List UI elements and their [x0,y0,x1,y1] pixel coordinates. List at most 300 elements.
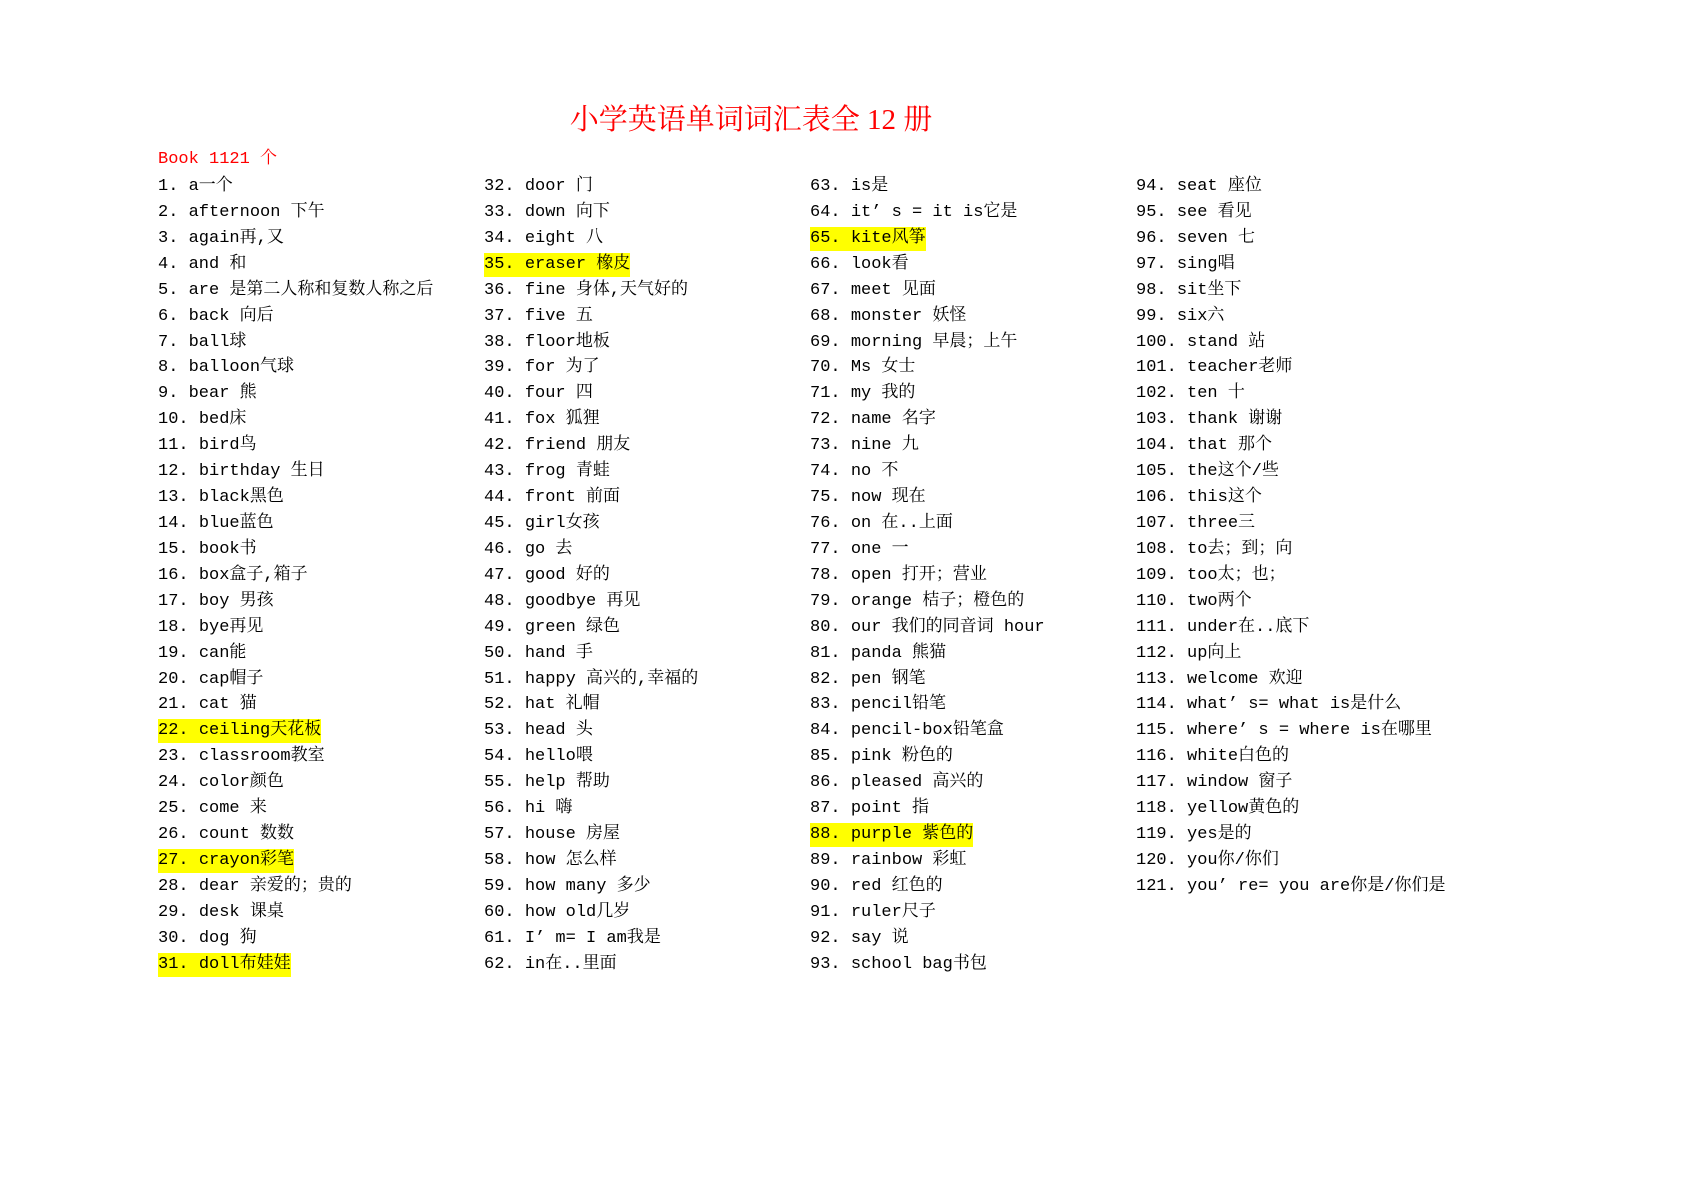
word-number: 44. [484,488,515,508]
word-row [484,770,810,796]
word-row [484,667,810,693]
word-text: green 绿色 [524,617,621,637]
word-entry [810,953,987,977]
word-number: 107. [1136,513,1177,533]
word-row [810,563,1136,589]
word-number: 87. [810,799,841,819]
word-text: hat 礼帽 [524,695,600,715]
word-number: 79. [810,591,841,611]
word-text: can能 [198,643,247,663]
word-text: pencil-box铅笔盒 [850,721,1004,741]
word-text: ten 十 [1187,384,1245,404]
word-row [810,200,1136,226]
word-entry [810,642,946,666]
word-entry [158,331,246,355]
word-entry [810,745,953,769]
word-number: 15. [158,539,189,559]
word-number: 10. [158,410,189,430]
word-number: 1. [158,177,179,196]
word-row [484,459,810,485]
word-row [158,926,484,952]
word-number: 96. [1136,228,1167,248]
word-entry [1136,797,1299,821]
word-text: head 头 [524,721,593,741]
word-number: 35. [484,254,515,274]
word-row [810,407,1136,433]
word-row [484,381,810,407]
word-number: 71. [810,384,841,404]
word-text: now 现在 [850,488,926,508]
word-entry [158,175,233,199]
word-entry [158,227,284,251]
word-text: good 好的 [524,565,610,585]
word-number: 73. [810,436,841,456]
word-entry [484,512,600,536]
word-text: box盒子,箱子 [198,565,308,585]
word-text: eight 八 [524,228,604,248]
word-number: 56. [484,799,515,819]
word-number: 33. [484,202,515,222]
word-number: 39. [484,358,515,378]
word-entry [1136,279,1241,303]
word-number: 101. [1136,358,1177,378]
word-text: house 房屋 [524,825,621,845]
word-text: pink 粉色的 [850,747,953,767]
word-row [484,848,810,874]
word-row [484,278,810,304]
word-number: 2. [158,202,179,222]
word-entry [484,331,610,355]
word-number: 38. [484,332,515,352]
word-entry [158,382,257,406]
word-row [484,537,810,563]
word-number: 7. [158,332,179,352]
word-text: nine 九 [850,436,919,456]
word-text: I’ m= I am我是 [524,928,661,948]
word-row [1136,822,1462,848]
word-text: is是 [850,177,889,196]
word-row [810,174,1136,200]
word-entry [484,616,620,640]
word-text: girl女孩 [524,513,600,533]
word-number: 8. [158,358,179,378]
word-number: 46. [484,539,515,559]
word-row [810,744,1136,770]
word-entry [1136,823,1252,847]
word-text: frog 青蛙 [524,462,610,482]
word-text: friend 朋友 [524,436,631,456]
highlighted-word-entry [158,849,294,873]
word-row [158,355,484,381]
word-column-1 [158,174,484,978]
word-row [484,563,810,589]
word-number: 99. [1136,306,1167,326]
word-entry [1136,408,1282,432]
word-text: desk 课桌 [198,902,284,922]
word-number: 45. [484,513,515,533]
word-text: Ms 女士 [850,358,916,378]
word-row [1136,718,1462,744]
word-number: 59. [484,876,515,896]
word-entry [484,382,593,406]
word-row [810,900,1136,926]
word-row [158,200,484,226]
word-number: 48. [484,591,515,611]
word-row [810,433,1136,459]
word-number: 19. [158,643,189,663]
word-number: 76. [810,513,841,533]
word-number: 89. [810,850,841,870]
word-entry [1136,434,1272,458]
word-entry [810,175,888,199]
word-entry [158,590,274,614]
word-row [484,252,810,278]
word-text: doll布娃娃 [198,954,291,974]
word-number: 20. [158,669,189,689]
word-entry [810,693,946,717]
word-entry [810,668,926,692]
word-entry [1136,331,1265,355]
word-entry [810,901,936,925]
word-entry [484,279,688,303]
word-row [484,822,810,848]
word-row [158,796,484,822]
word-row [484,174,810,200]
word-row [484,304,810,330]
word-number: 64. [810,202,841,222]
word-number: 110. [1136,591,1177,611]
word-row [1136,563,1462,589]
word-text: go 去 [524,539,573,559]
word-entry [484,927,661,951]
word-row [158,226,484,252]
word-number: 12. [158,462,189,482]
word-text: you’ re= you are你是/你们是 [1187,876,1446,896]
word-text: it’ s = it is它是 [850,202,1018,222]
book-heading: Book 1121 个 [158,150,278,169]
word-number: 41. [484,410,515,430]
word-row [158,822,484,848]
word-text: my 我的 [850,384,916,404]
word-number: 117. [1136,773,1177,793]
word-number: 77. [810,539,841,559]
word-row [1136,874,1462,900]
word-text: how old几岁 [524,902,631,922]
word-text: that 那个 [1187,436,1273,456]
word-entry [1136,745,1289,769]
word-number: 66. [810,254,841,274]
word-number: 32. [484,177,515,196]
word-number: 29. [158,902,189,922]
word-row [1136,304,1462,330]
word-row [810,589,1136,615]
word-row [1136,174,1462,200]
word-entry [1136,460,1279,484]
word-row [158,718,484,744]
word-number: 69. [810,332,841,352]
word-text: this这个 [1187,488,1262,508]
word-entry [158,642,246,666]
word-number: 26. [158,825,189,845]
word-text: cat 猫 [198,695,257,715]
word-row [810,667,1136,693]
highlighted-word-entry [810,823,973,847]
word-number: 43. [484,462,515,482]
word-row [484,926,810,952]
word-number: 51. [484,669,515,689]
word-text: yellow黄色的 [1187,799,1300,819]
word-row [1136,770,1462,796]
word-row [158,589,484,615]
word-number: 83. [810,695,841,715]
word-number: 63. [810,177,841,196]
word-text: white白色的 [1187,747,1290,767]
word-column-4 [1136,174,1462,900]
word-entry [484,408,600,432]
word-number: 81. [810,643,841,663]
word-row [158,641,484,667]
word-entry [810,460,898,484]
word-row [158,874,484,900]
highlighted-word-entry [810,227,926,251]
word-number: 52. [484,695,515,715]
word-row [810,641,1136,667]
word-row [158,900,484,926]
word-entry [484,901,630,925]
word-entry [158,486,284,510]
word-text: purple 紫色的 [850,825,974,845]
word-row [158,692,484,718]
word-entry [484,719,593,743]
word-entry [484,356,600,380]
word-number: 72. [810,410,841,430]
word-row [810,226,1136,252]
word-entry [1136,564,1286,588]
word-text: on 在..上面 [850,513,953,533]
word-entry [158,771,284,795]
word-number: 95. [1136,202,1167,222]
word-entry [810,331,1017,355]
word-entry [810,434,919,458]
word-column-3 [810,174,1136,978]
word-text: crayon彩笔 [198,850,295,870]
word-row [810,692,1136,718]
word-row [1136,381,1462,407]
word-number: 97. [1136,254,1167,274]
word-number: 120. [1136,850,1177,870]
word-number: 18. [158,617,189,637]
word-entry [1136,875,1445,899]
word-text: happy 高兴的,幸福的 [524,669,699,689]
word-row [810,485,1136,511]
word-number: 3. [158,228,179,248]
word-number: 93. [810,954,841,974]
word-entry [810,382,915,406]
word-entry [158,823,294,847]
word-row [810,252,1136,278]
word-text: bird鸟 [198,436,257,456]
word-row [1136,511,1462,537]
word-text: name 名字 [850,410,936,430]
word-entry [484,771,610,795]
word-number: 27. [158,850,189,870]
word-row [484,692,810,718]
word-entry [158,538,257,562]
word-text: to去；到；向 [1187,539,1293,559]
document-title: 小学英语单词词汇表全 12 册 [569,104,933,136]
word-number: 42. [484,436,515,456]
word-row [158,407,484,433]
word-entry [1136,512,1255,536]
word-number: 25. [158,799,189,819]
highlighted-word-entry [484,253,630,277]
word-row [484,589,810,615]
word-number: 90. [810,876,841,896]
word-text: fox 狐狸 [524,410,600,430]
word-text: four 四 [524,384,593,404]
word-entry [484,486,620,510]
word-entry [1136,849,1279,873]
word-number: 84. [810,721,841,741]
word-number: 80. [810,617,841,637]
word-row [158,563,484,589]
word-entry [1136,719,1432,743]
word-number: 57. [484,825,515,845]
word-text: again再,又 [188,228,284,248]
word-entry [158,253,246,277]
word-number: 111. [1136,617,1177,637]
word-text: afternoon 下午 [188,202,325,222]
word-number: 14. [158,513,189,533]
word-number: 85. [810,747,841,767]
word-text: meet 见面 [850,280,936,300]
word-number: 16. [158,565,189,585]
word-entry [810,875,943,899]
word-entry [484,564,610,588]
word-text: pleased 高兴的 [850,773,984,793]
word-entry [810,279,936,303]
word-number: 104. [1136,436,1177,456]
word-text: look看 [850,254,909,274]
word-number: 28. [158,876,189,896]
word-text: monster 妖怪 [850,306,967,326]
word-text: teacher老师 [1187,358,1293,378]
word-row [810,926,1136,952]
word-entry [158,797,267,821]
word-number: 62. [484,954,515,974]
word-text: color颜色 [198,773,284,793]
word-number: 116. [1136,747,1177,767]
word-number: 103. [1136,410,1177,430]
word-row [1136,433,1462,459]
word-text: bye再见 [198,617,264,637]
word-text: where’ s = where is在哪里 [1187,721,1432,741]
word-text: are 是第二人称和复数人称之后 [188,280,434,300]
word-row [1136,744,1462,770]
word-row [1136,226,1462,252]
word-number: 37. [484,306,515,326]
word-number: 11. [158,436,189,456]
word-entry [810,564,987,588]
word-entry [484,953,617,977]
word-entry [1136,305,1224,329]
word-number: 31. [158,954,189,974]
word-text: up向上 [1187,643,1242,663]
word-number: 91. [810,902,841,922]
word-number: 4. [158,254,179,274]
word-number: 6. [158,306,179,326]
word-entry [484,460,610,484]
word-text: kite风筝 [850,228,926,248]
word-text: ball球 [188,332,247,352]
word-row [810,330,1136,356]
word-row [810,796,1136,822]
word-text: seat 座位 [1176,177,1262,196]
word-text: hello喂 [524,747,593,767]
word-text: stand 站 [1187,332,1266,352]
word-text: floor地板 [524,332,610,352]
word-text: hand 手 [524,643,593,663]
word-number: 9. [158,384,179,404]
word-row [484,485,810,511]
word-row [158,952,484,978]
word-number: 17. [158,591,189,611]
word-entry [1136,642,1241,666]
word-text: panda 熊猫 [850,643,947,663]
word-entry [158,434,257,458]
word-entry [484,538,572,562]
word-row [158,485,484,511]
word-entry [484,745,593,769]
word-text: hi 嗨 [524,799,573,819]
word-text: help 帮助 [524,773,610,793]
word-row [1136,667,1462,693]
word-number: 36. [484,280,515,300]
word-text: in在..里面 [524,954,617,974]
word-row [810,511,1136,537]
word-text: back 向后 [188,306,274,326]
word-number: 106. [1136,488,1177,508]
word-text: door 门 [524,177,593,196]
word-entry [810,927,909,951]
word-row [484,718,810,744]
word-text: the这个/些 [1187,462,1279,482]
word-entry [158,279,433,303]
word-entry [484,823,620,847]
word-row [1136,355,1462,381]
word-number: 74. [810,462,841,482]
word-entry [484,227,603,251]
word-entry [810,616,1045,640]
word-number: 82. [810,669,841,689]
word-entry [484,849,617,873]
word-number: 75. [810,488,841,508]
word-entry [158,875,352,899]
word-row [484,796,810,822]
word-row [158,304,484,330]
word-entry [484,590,640,614]
word-number: 53. [484,721,515,741]
word-text: three三 [1187,513,1256,533]
word-row [484,355,810,381]
word-entry [158,356,294,380]
word-row [810,355,1136,381]
word-row [810,874,1136,900]
word-entry [810,408,936,432]
word-row [1136,796,1462,822]
word-text: dog 狗 [198,928,257,948]
word-row [484,874,810,900]
